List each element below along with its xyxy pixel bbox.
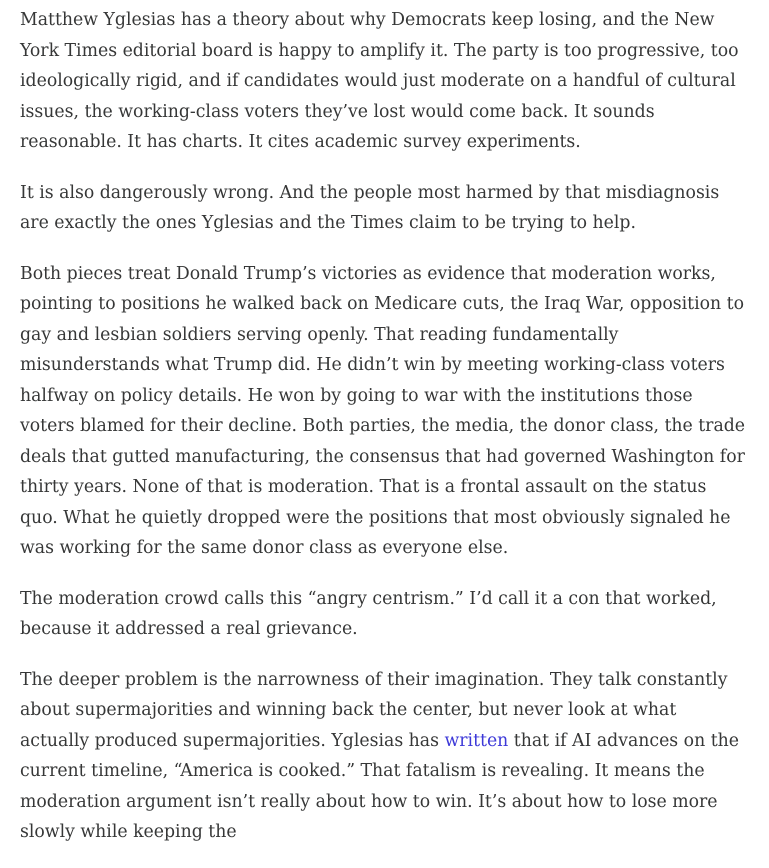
paragraph-4: The moderation crowd calls this “angry centrism.” I’d call it a con that worked, because it addressed a real grievance.: [20, 588, 717, 639]
written-link[interactable]: written: [444, 730, 509, 751]
paragraph-2: It is also dangerously wrong. And the people most harmed by that misdiagnosis are exactly the ones Yglesias and the Times claim to be trying to help.: [20, 182, 720, 233]
paragraph-1: Matthew Yglesias has a theory about why Democrats keep losing, and the New York Times editorial board is happy to amplify it. The party is too progressive, too ideologically rigid, and if candidates would just moderate on a handful of cultural issues, the working-class voters they’ve lost would come back. It sounds reasonable. It has charts. It cites academic survey experiments.: [20, 10, 739, 152]
paragraph-5-after: that if AI advances on the current timeline, “America is cooked.” That fatalism is revealing. It means the moderation argument isn’t really about how to win. It’s about how to lose more slowly while keeping the: [20, 730, 739, 842]
paragraph-5: [20, 665, 749, 848]
article-body: [20, 5, 749, 868]
paragraph-5-before: The deeper problem is the narrowness of their imagination. They talk constantly about supermajorities and winning back the center, but never look at what actually produced supermajorities. Yglesias has: [20, 669, 728, 751]
paragraph-3: Both pieces treat Donald Trump’s victories as evidence that moderation works, pointing to positions he walked back on Medicare cuts, the Iraq War, opposition to gay and lesbian soldiers serving openly. That reading fundamentally misunderstands what Trump did. He didn’t win by meeting working-class voters halfway on policy details. He won by going to war with the institutions those voters blamed for their decline. Both parties, the media, the donor class, the trade deals that gutted manufacturing, the consensus that had governed Washington for thirty years. None of that is moderation. That is a frontal assault on the status quo. What he quietly dropped were the positions that most obviously signaled he was working for the same donor class as everyone else.: [20, 263, 746, 558]
